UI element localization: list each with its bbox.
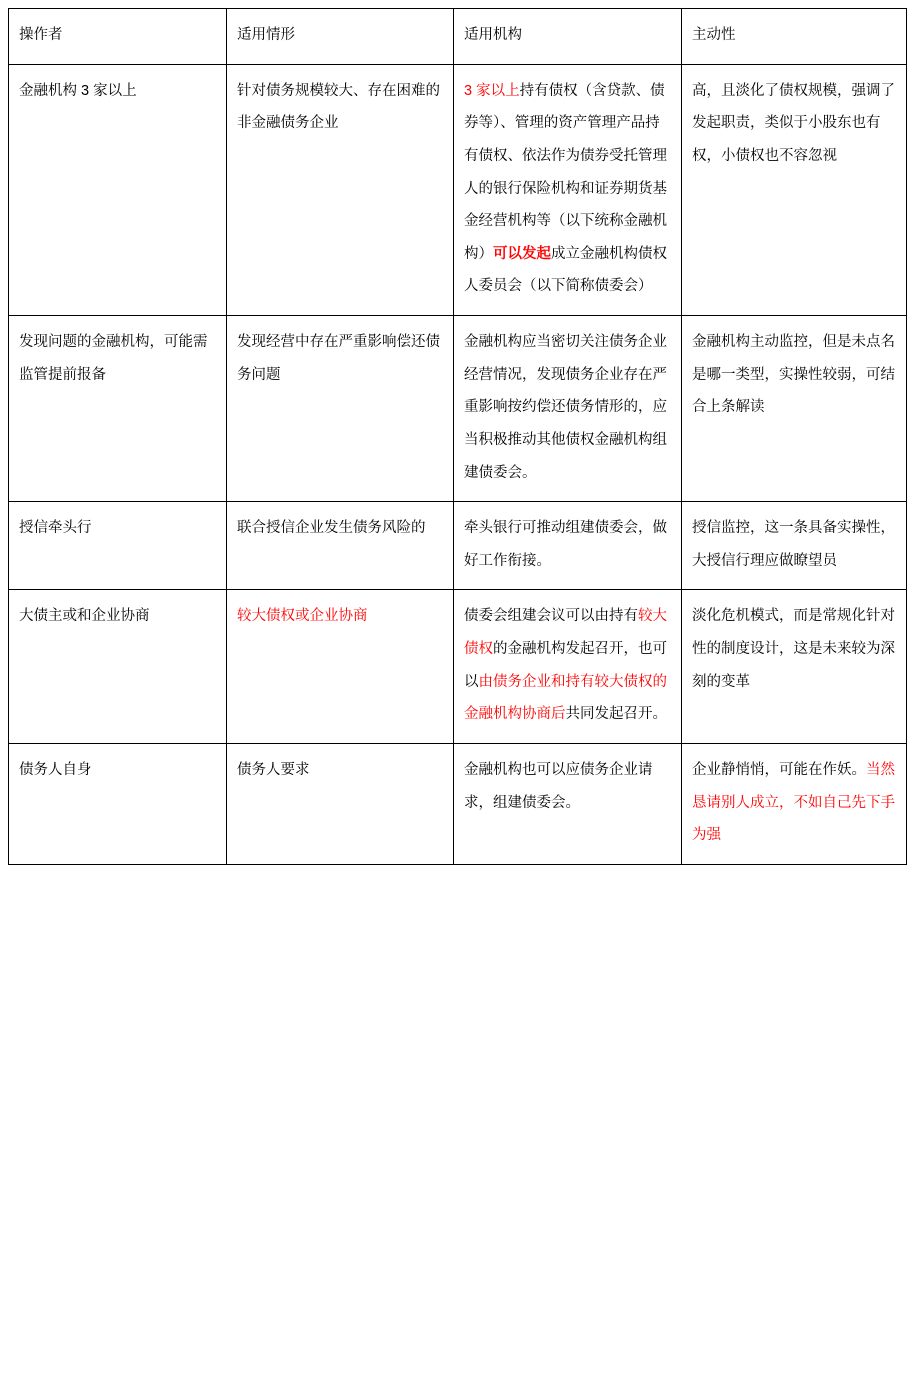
plain-text: 共同发起召开。 (565, 706, 667, 723)
plain-text: 持有债权（含贷款、债券等）、管理的资产管理产品持有债权、依法作为债券受托管理人的银行保险机构和证券期货基金经营机构等（以下统称金融机构） (464, 82, 667, 262)
cell-situation: 针对债务规模较大、存在困难的非金融债务企业 (227, 64, 454, 315)
cell-institution (454, 743, 682, 864)
table-row (9, 743, 907, 864)
cell-operator: 金融机构 3 家以上 (9, 64, 227, 315)
plain-text: 金融机构也可以应债务企业请求，组建债委会。 (464, 761, 653, 811)
header-cell-operator: 操作者 (9, 9, 227, 65)
cell-initiative (682, 743, 907, 864)
highlighted-text: 可以发起 (493, 245, 551, 262)
cell-situation: 发现经营中存在严重影响偿还债务问题 (227, 316, 454, 502)
plain-text: 债委会组建会议可以由持有 (464, 608, 638, 625)
plain-text: 的金融机构发起召开，也可以 (464, 641, 667, 690)
table-body (9, 9, 907, 865)
cell-institution (454, 64, 682, 315)
plain-text: 金融机构应当密切关注债务企业经营情况，发现债务企业存在严重影响按约偿还债务情形的，应当积极推动其他债权金融机构组建债委会。 (464, 334, 667, 481)
cell-situation: 债务人要求 (227, 743, 454, 864)
plain-text: 企业静悄悄，可能在作妖。 (692, 761, 866, 778)
table-row (9, 502, 907, 590)
highlighted-text: 较大债权或企业协商 (237, 608, 368, 625)
plain-text: 成立金融机构债权人委员会（以下简称债委会） (464, 245, 667, 295)
cell-situation: 联合授信企业发生债务风险的 (227, 502, 454, 590)
cell-operator: 债务人自身 (9, 743, 227, 864)
cell-institution (454, 590, 682, 744)
highlighted-text: 由债务企业和持有较大债权的金融机构协商后 (464, 673, 667, 723)
plain-text: 牵头银行可推动组建债委会，做好工作衔接。 (464, 520, 667, 569)
cell-initiative: 高，且淡化了债权规模，强调了发起职责，类似于小股东也有权，小债权也不容忽视 (682, 64, 907, 315)
table-row (9, 590, 907, 744)
table-header-row (9, 9, 907, 65)
cell-institution (454, 316, 682, 502)
highlighted-text: 3 家以上 (464, 82, 520, 99)
cell-initiative: 淡化危机模式，而是常规化针对性的制度设计，这是未来较为深刻的变革 (682, 590, 907, 744)
comparison-table (8, 8, 907, 865)
header-cell-situation: 适用情形 (227, 9, 454, 65)
highlighted-text: 较大债权 (464, 608, 667, 657)
cell-operator: 发现问题的金融机构，可能需监管提前报备 (9, 316, 227, 502)
cell-operator: 授信牵头行 (9, 502, 227, 590)
highlighted-text: 当然恳请别人成立，不如自己先下手为强 (692, 761, 895, 844)
cell-operator: 大债主或和企业协商 (9, 590, 227, 744)
header-cell-institution: 适用机构 (454, 9, 682, 65)
cell-initiative: 金融机构主动监控，但是未点名是哪一类型，实操性较弱，可结合上条解读 (682, 316, 907, 502)
header-cell-initiative: 主动性 (682, 9, 907, 65)
table-row (9, 316, 907, 502)
cell-institution (454, 502, 682, 590)
cell-situation (227, 590, 454, 744)
table-row (9, 64, 907, 315)
cell-initiative: 授信监控，这一条具备实操性，大授信行理应做瞭望员 (682, 502, 907, 590)
